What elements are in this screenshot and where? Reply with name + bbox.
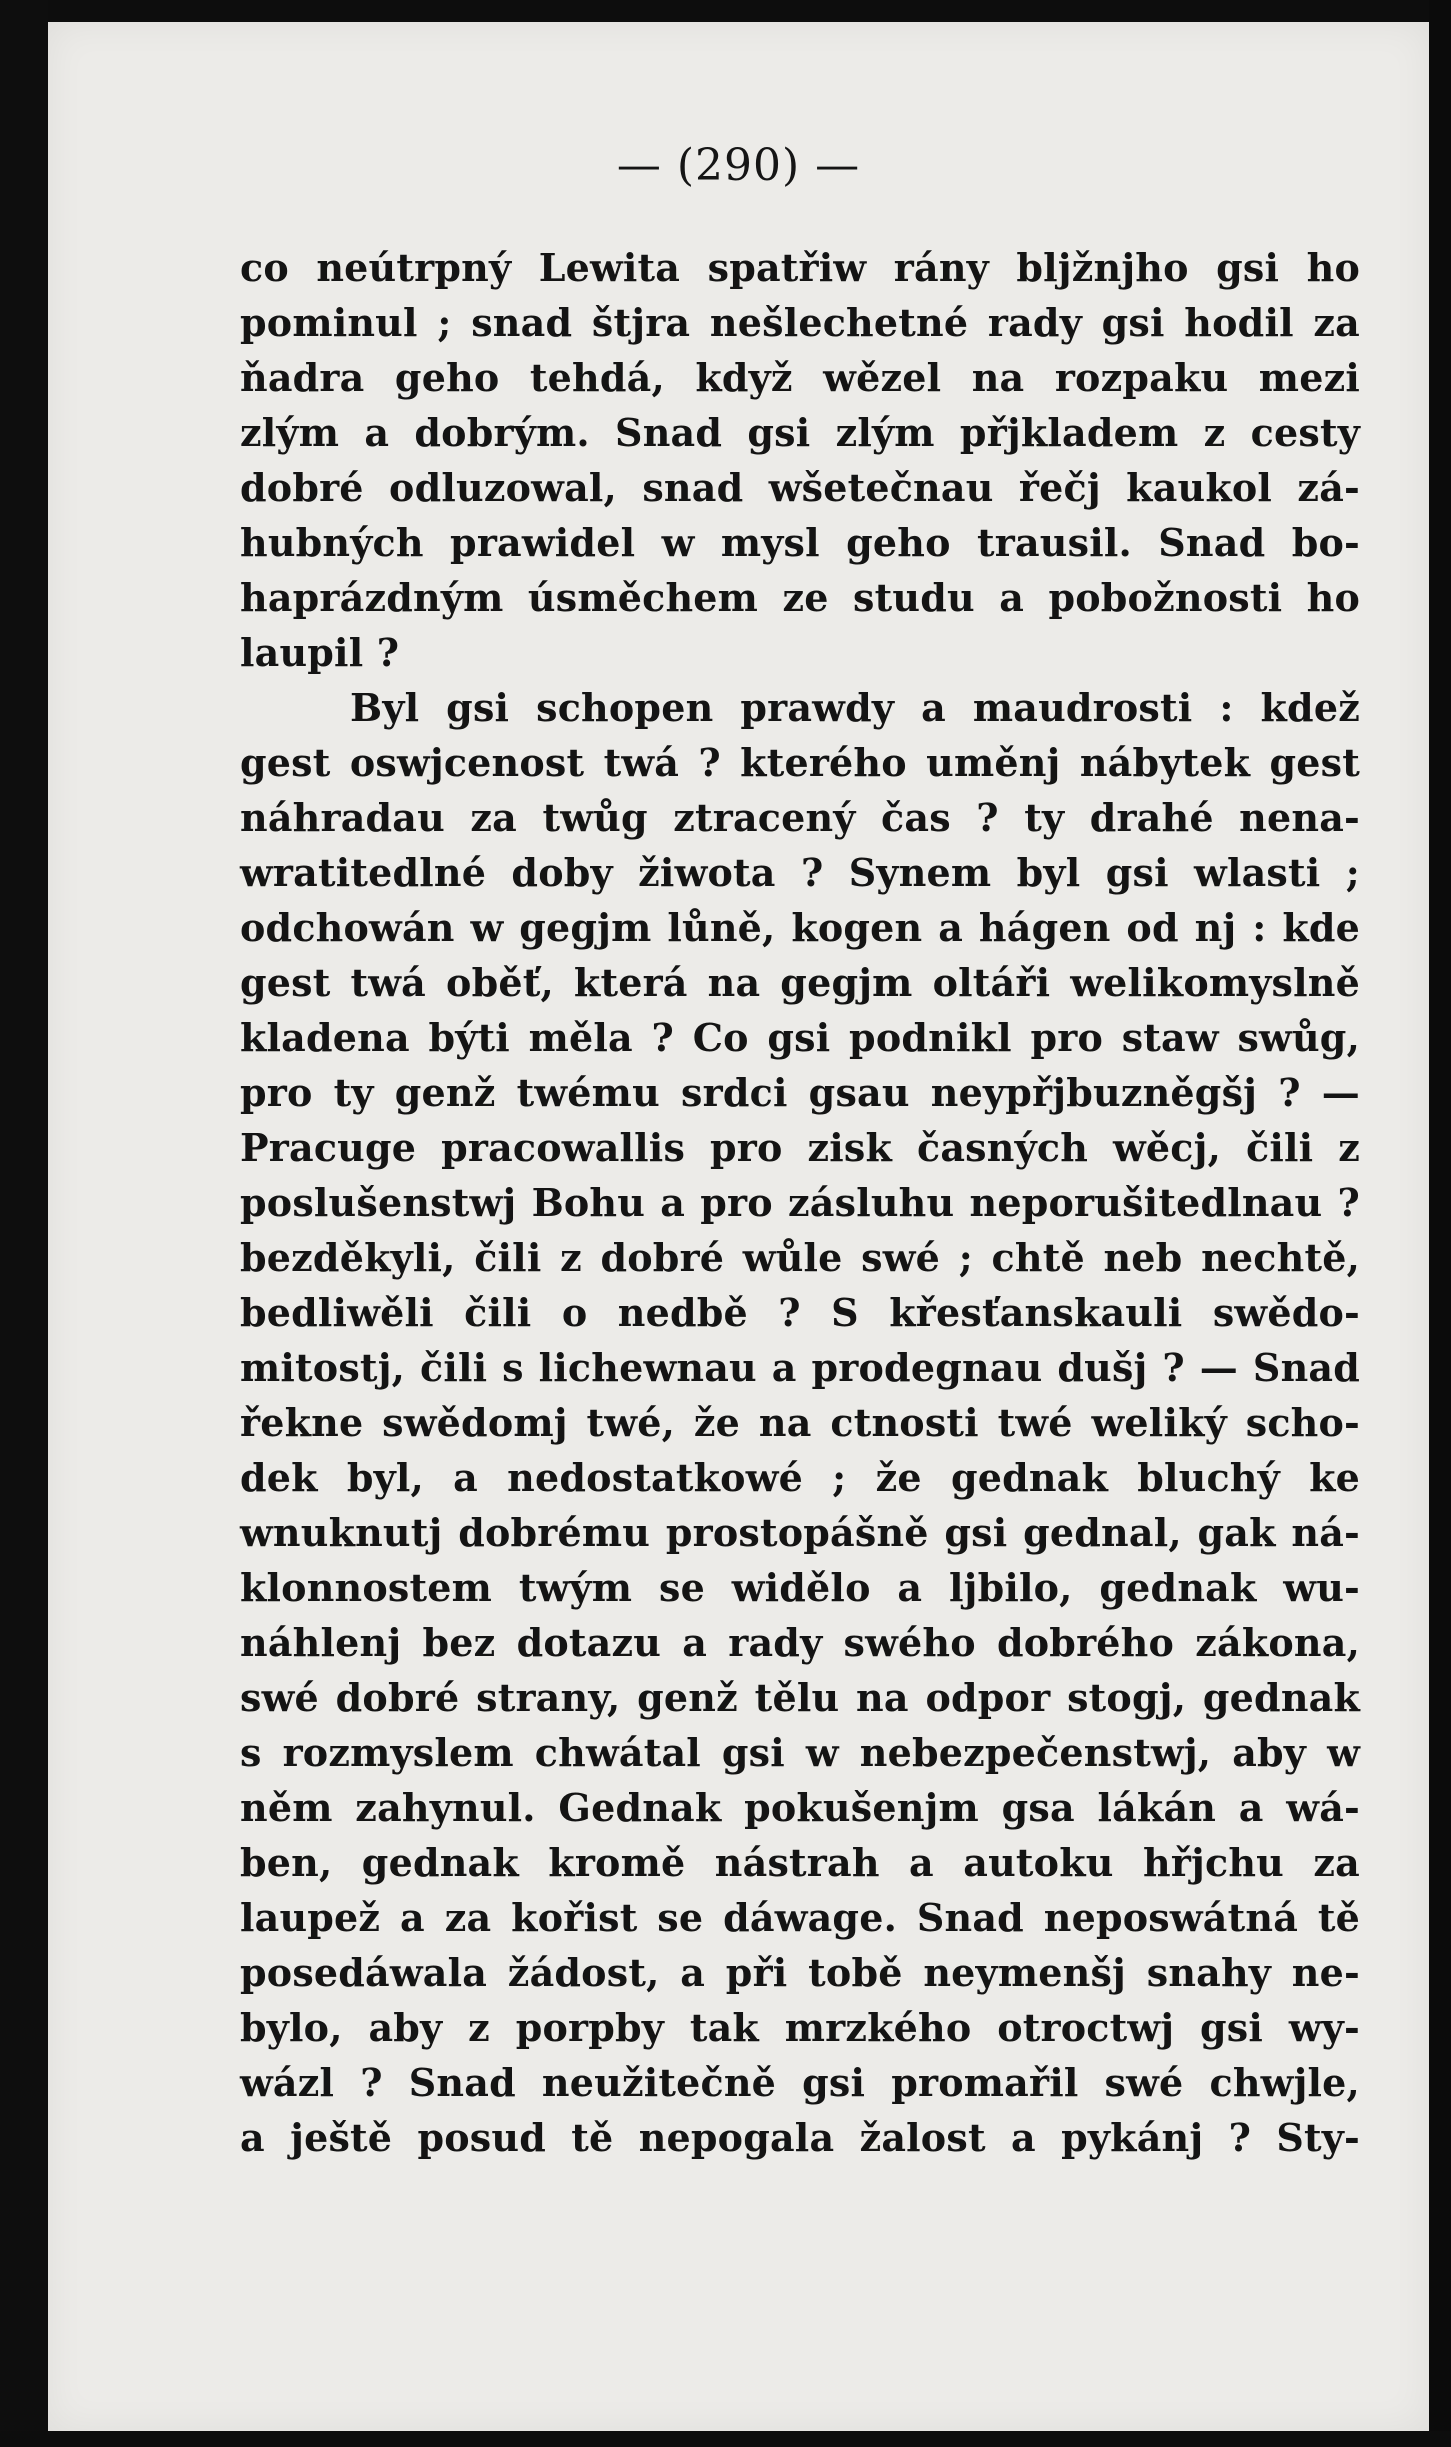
- body-text: [240, 240, 1360, 2165]
- text-line: wnuknutj dobrému prostopášně gsi gednal, gak ná-: [240, 1510, 1360, 1555]
- text-line: ňadra geho tehdá, když wězel na rozpaku mezi: [240, 355, 1360, 400]
- text-line: laupež a za kořist se dáwage. Snad neposwátná tě: [240, 1895, 1360, 1940]
- text-line: posedáwala žádost, a při tobě neymenšj snahy ne-: [240, 1950, 1360, 1995]
- text-line: ben, gednak kromě nástrah a autoku hřjchu za: [240, 1840, 1360, 1885]
- text-line: Pracuge pracowallis pro zisk časných wěcj, čili z: [240, 1125, 1360, 1170]
- text-line: náhradau za twůg ztracený čas ? ty drahé nena-: [240, 795, 1360, 840]
- text-line: co neútrpný Lewita spatřiw rány bljžnjho gsi ho: [240, 245, 1360, 290]
- book-page: [48, 22, 1429, 2431]
- text-line: kladena býti měla ? Co gsi podnikl pro staw swůg,: [240, 1015, 1360, 1060]
- text-line: wratitedlné doby žiwota ? Synem byl gsi wlasti ;: [240, 850, 1360, 895]
- text-line: Byl gsi schopen prawdy a maudrosti : kdež: [350, 685, 1360, 730]
- page-number-header: — (290) —: [616, 140, 861, 191]
- text-line: a ještě posud tě nepogala žalost a pykánj ? Sty-: [240, 2115, 1360, 2160]
- text-line: laupil ?: [240, 630, 400, 675]
- text-line: pominul ; snad štjra nešlechetné rady gsi hodil za: [240, 300, 1360, 345]
- scan-border-top: [0, 0, 1451, 22]
- text-line: dobré odluzowal, snad wšetečnau řečj kaukol zá-: [240, 465, 1360, 510]
- text-line: haprázdným úsměchem ze studu a pobožnosti ho: [240, 575, 1360, 620]
- text-line: něm zahynul. Gednak pokušenjm gsa lákán a wá-: [240, 1785, 1360, 1830]
- text-line: klonnostem twým se widělo a ljbilo, gednak wu-: [240, 1565, 1360, 1610]
- text-line: zlým a dobrým. Snad gsi zlým přjkladem z cesty: [240, 410, 1360, 455]
- text-line: bedliwěli čili o nedbě ? S křesťanskauli swědo-: [240, 1290, 1360, 1335]
- text-line: hubných prawidel w mysl geho trausil. Snad bo-: [240, 520, 1360, 565]
- text-line: bylo, aby z porpby tak mrzkého otroctwj gsi wy-: [240, 2005, 1360, 2050]
- text-line: poslušenstwj Bohu a pro zásluhu neporušitedlnau ?: [240, 1180, 1360, 1225]
- text-line: dek byl, a nedostatkowé ; že gednak bluchý ke: [240, 1455, 1360, 1500]
- text-line: wázl ? Snad neužitečně gsi promařil swé chwjle,: [240, 2060, 1360, 2105]
- scan-border-left: [0, 0, 48, 2447]
- text-line: gest oswjcenost twá ? kterého uměnj nábytek gest: [240, 740, 1360, 785]
- text-line: náhlenj bez dotazu a rady swého dobrého zákona,: [240, 1620, 1360, 1665]
- text-line: gest twá oběť, která na gegjm oltáři welikomyslně: [240, 960, 1360, 1005]
- text-line: odchowán w gegjm lůně, kogen a hágen od nj : kde: [240, 905, 1360, 950]
- text-line: pro ty genž twému srdci gsau neypřjbuzněgšj ? —: [240, 1070, 1360, 1115]
- text-line: řekne swědomj twé, že na ctnosti twé weliký scho-: [240, 1400, 1360, 1445]
- text-line: s rozmyslem chwátal gsi w nebezpečenstwj, aby w: [240, 1730, 1360, 1775]
- text-line: swé dobré strany, genž tělu na odpor stogj, gednak: [240, 1675, 1360, 1720]
- scan-border-right: [1429, 0, 1451, 2447]
- text-line: bezděkyli, čili z dobré wůle swé ; chtě neb nechtě,: [240, 1235, 1360, 1280]
- scan-border-bottom: [0, 2431, 1451, 2447]
- text-line: mitostj, čili s lichewnau a prodegnau dušj ? — Snad: [240, 1345, 1360, 1390]
